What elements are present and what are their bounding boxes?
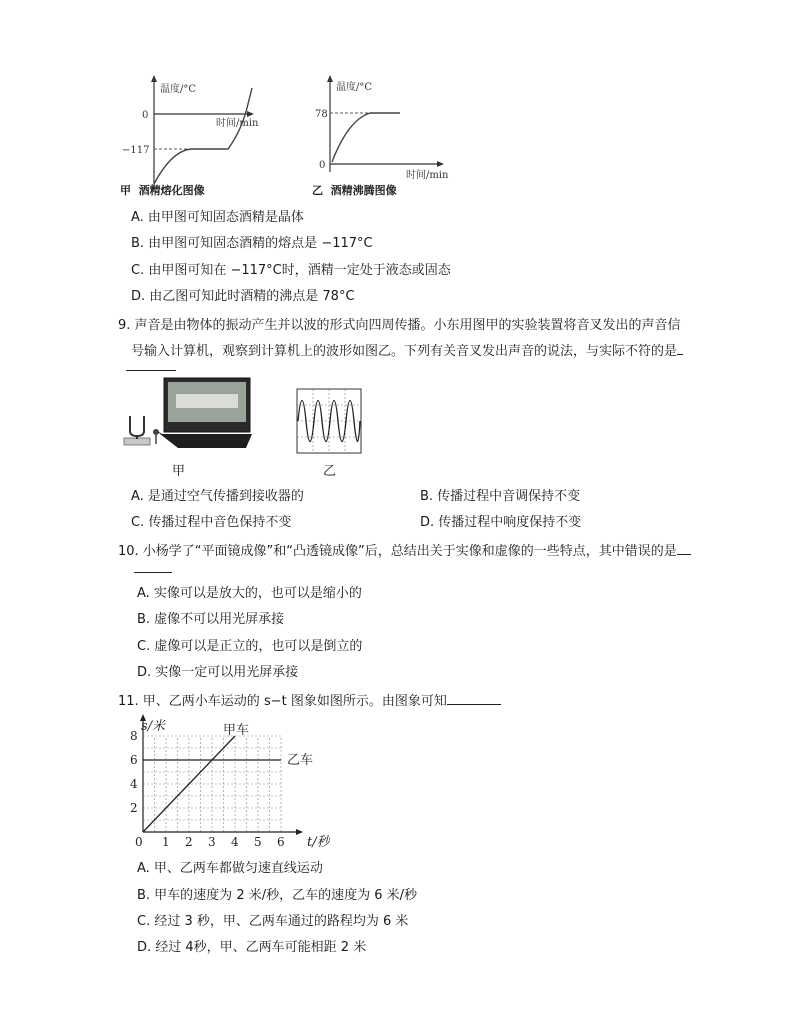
y-axis-arrow xyxy=(327,75,333,82)
x-tick-label: 5 xyxy=(254,835,262,849)
chart-series xyxy=(143,723,313,832)
q11-st-chart xyxy=(120,708,330,850)
q11-stem-text: 11. 甲、乙两小车运动的 s−t 图象如图所示。由图象可知 xyxy=(118,694,447,709)
q9-option-d: D. 传播过程中响度保持不变 xyxy=(420,515,582,530)
q8-option-b: B. 由甲图可知固态酒精的熔点是 −117°C xyxy=(131,236,373,251)
x-axis-arrow xyxy=(296,829,303,835)
tuning-fork-laptop-apparatus xyxy=(120,376,260,456)
q9-answer-blank xyxy=(126,358,176,371)
y-axis-label: s/米 xyxy=(141,719,166,734)
boiling-graph-yi xyxy=(310,72,460,200)
melting-graph-jia xyxy=(120,72,320,200)
graph-jia-caption xyxy=(120,182,205,198)
tuning-fork-icon xyxy=(130,416,144,436)
q10-answer-blank-a xyxy=(677,541,691,555)
q11-option-c: C. 经过 3 秒，甲、乙两车通过的路程均为 6 米 xyxy=(137,914,409,929)
y-tick-label: 2 xyxy=(130,801,138,815)
x-tick-label: 1 xyxy=(162,835,170,849)
q11-answer-blank xyxy=(447,691,501,705)
y-tick-label: 8 xyxy=(130,729,138,743)
x-axis-label: 时间/min xyxy=(216,118,259,129)
x-axis-arrow xyxy=(437,161,444,167)
q10-option-a: A. 实像可以是放大的，也可以是缩小的 xyxy=(137,586,362,601)
graph-yi-caption-text: 酒精沸腾图像 xyxy=(330,184,397,197)
melting-curve xyxy=(154,88,252,184)
series-label-1: 甲车 xyxy=(223,723,250,738)
q11-option-a: A. 甲、乙两车都做匀速直线运动 xyxy=(137,861,323,876)
q10-option-c: C. 虚像可以是正立的，也可以是倒立的 xyxy=(137,639,363,654)
graph-jia-caption-prefix: 甲 xyxy=(120,184,131,197)
q9-figure-label-jia: 甲 xyxy=(172,464,186,479)
x-tick-label: 2 xyxy=(185,835,193,849)
q11-option-d: D. 经过 4秒，甲、乙两车可能相距 2 米 xyxy=(137,940,367,955)
y-axis-label: 温度/°C xyxy=(160,84,197,95)
graph-yi-caption-prefix: 乙 xyxy=(312,184,323,197)
q10-option-b: B. 虚像不可以用光屏承接 xyxy=(137,612,285,627)
q10-option-d: D. 实像一定可以用光屏承接 xyxy=(137,665,299,680)
y-axis-label: 温度/°C xyxy=(336,82,373,93)
q9-answer-blank-a xyxy=(677,341,683,355)
y-tick-label: 4 xyxy=(130,777,138,791)
tuning-fork-base xyxy=(124,438,150,445)
tick-minus-117: −117 xyxy=(122,145,150,156)
tick-0: 0 xyxy=(319,160,326,171)
y-tick-label: 6 xyxy=(130,753,138,767)
q9-stem-line2 xyxy=(131,340,683,359)
x-tick-label: 0 xyxy=(135,835,143,849)
q9-option-c: C. 传播过程中音色保持不变 xyxy=(131,515,292,530)
x-tick-label: 6 xyxy=(277,835,285,849)
graph-yi-caption xyxy=(312,182,397,198)
graph-jia-caption-text: 酒精熔化图像 xyxy=(138,184,205,197)
q9-figure-label-yi: 乙 xyxy=(323,464,337,479)
x-tick-label: 4 xyxy=(231,835,239,849)
series-label-2: 乙车 xyxy=(287,753,314,768)
q9-option-a: A. 是通过空气传播到接收器的 xyxy=(131,489,304,504)
x-axis-label: t/秒 xyxy=(307,835,330,850)
q9-stem-line1: 9. 声音是由物体的振动产生并以波的形式向四周传播。小东用图甲的实验装置将音叉发出的声音信 xyxy=(118,318,681,333)
x-tick-label: 3 xyxy=(208,835,216,849)
chart-ticks xyxy=(130,729,285,849)
chart-grid xyxy=(143,736,281,832)
q10-stem-line1 xyxy=(118,540,691,559)
q10-answer-blank xyxy=(134,560,172,573)
q9-stem-line2-text: 号输入计算机，观察到计算机上的波形如图乙。下列有关音叉发出声音的说法，与实际不符的是 xyxy=(131,344,678,359)
x-axis-arrow xyxy=(247,111,254,117)
tick-0: 0 xyxy=(142,110,149,121)
q11-stem-line1 xyxy=(118,690,501,709)
y-axis-arrow xyxy=(151,75,157,82)
q8-option-c: C. 由甲图可知在 −117°C时，酒精一定处于液态或固态 xyxy=(131,263,451,278)
x-axis-label: 时间/min xyxy=(406,170,449,181)
q10-stem-text: 10. 小杨学了“平面镜成像”和“凸透镜成像”后，总结出关于实像和虚像的一些特点，其中错误的是 xyxy=(118,544,677,559)
boiling-curve xyxy=(332,113,400,162)
q9-waveform-yi xyxy=(296,388,362,454)
q8-option-d: D. 由乙图可知此时酒精的沸点是 78°C xyxy=(131,289,355,304)
laptop-waveform-strip xyxy=(176,394,238,408)
laptop-keyboard xyxy=(160,434,252,448)
tick-78: 78 xyxy=(315,109,328,120)
q11-option-b: B. 甲车的速度为 2 米/秒，乙车的速度为 6 米/秒 xyxy=(137,888,418,903)
q9-option-b: B. 传播过程中音调保持不变 xyxy=(420,489,581,504)
q8-option-a: A. 由甲图可知固态酒精是晶体 xyxy=(131,210,304,225)
